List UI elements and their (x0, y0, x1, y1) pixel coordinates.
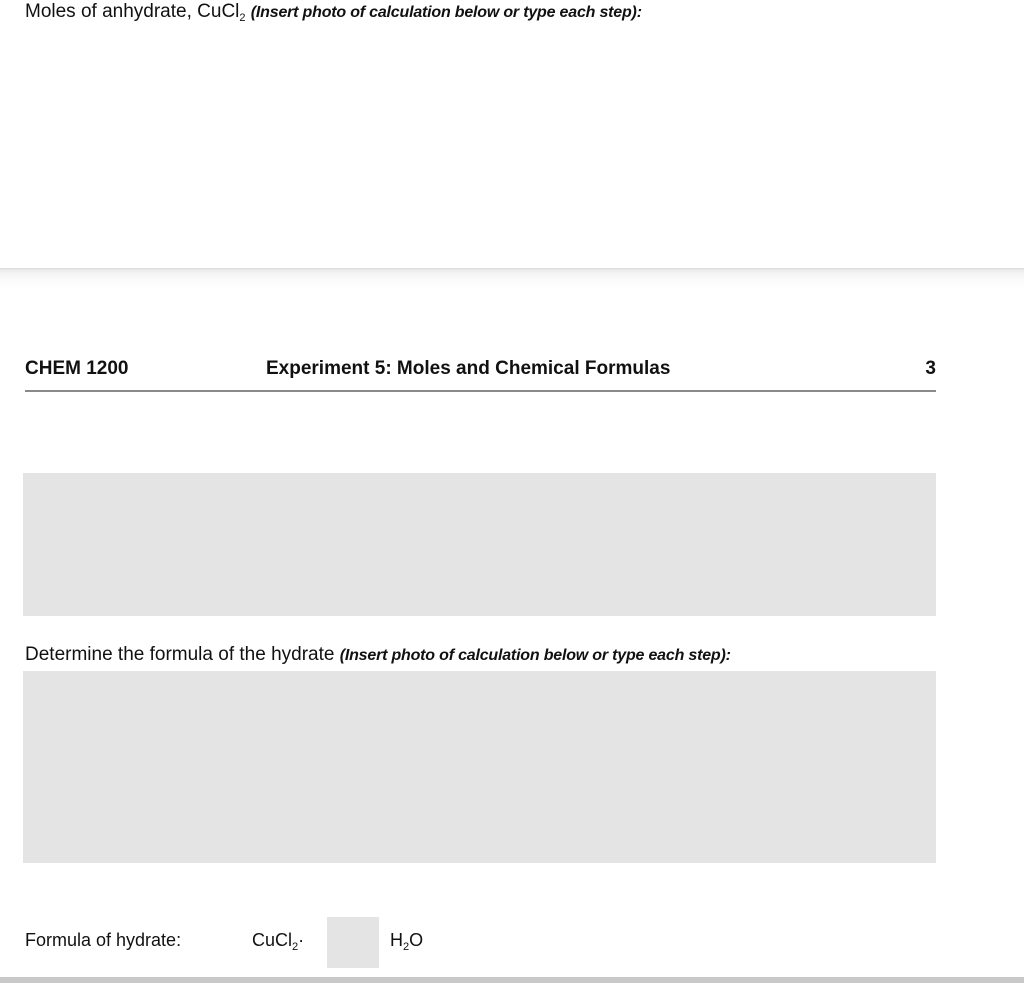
hydrate-colon: : (725, 647, 731, 664)
anhydrate-instruction-note: (Insert photo of calculation below or type each step) (250, 4, 637, 21)
cucl2-formula (252, 930, 304, 951)
anhydrate-subscript: 2 (239, 12, 246, 24)
anhydrate-moles-prompt (25, 0, 642, 25)
page-number: 3 (925, 358, 936, 379)
page-header (25, 356, 936, 392)
anhydrate-prompt-text: Moles of anhydrate, CuCl (25, 1, 240, 22)
water-subscript: 2 (403, 941, 410, 953)
hydrate-prompt-text: Determine the formula of the hydrate (25, 644, 335, 665)
hydrate-instruction-note: (Insert photo of calculation below or type each step) (339, 647, 726, 664)
formula-of-hydrate-label: Formula of hydrate: (25, 930, 182, 950)
hydrate-answer-box[interactable] (23, 671, 936, 863)
experiment-title: Experiment 5: Moles and Chemical Formulas (266, 358, 671, 379)
course-code: CHEM 1200 (25, 358, 129, 379)
anhydrate-colon: : (636, 4, 642, 21)
salt-symbol: CuCl (252, 930, 293, 950)
page-break-divider (0, 268, 1024, 289)
water-h: H (390, 930, 403, 950)
water-o: O (409, 930, 424, 950)
bottom-scroll-edge (0, 977, 1024, 983)
anhydrate-answer-box[interactable] (23, 473, 936, 616)
salt-subscript: 2 (292, 941, 299, 953)
water-count-input[interactable] (327, 917, 379, 968)
hydrate-dot: · (298, 930, 305, 950)
water-formula (390, 930, 423, 951)
hydrate-formula-prompt (25, 643, 731, 668)
